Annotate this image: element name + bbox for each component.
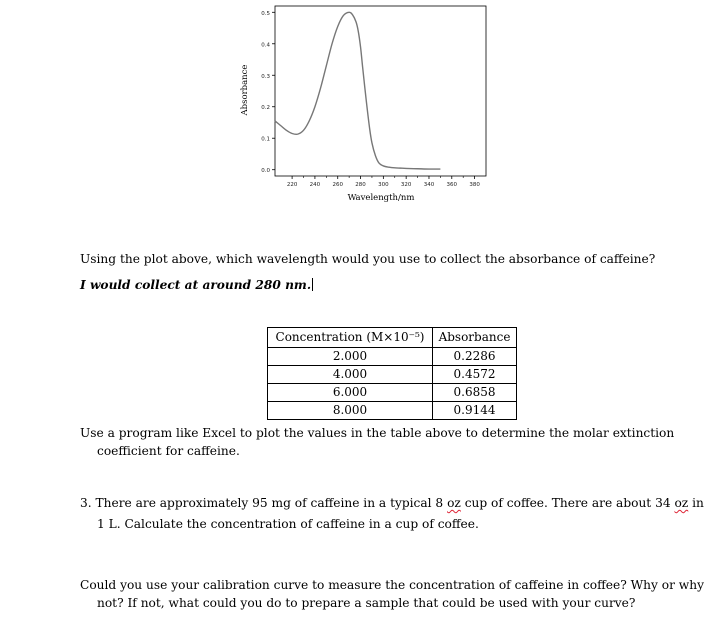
absorbance-curve (275, 12, 440, 169)
x-tick-label: 380 (469, 182, 480, 188)
cell-concentration: 6.000 (268, 384, 433, 402)
header-concentration: Concentration (M×10⁻⁵) (268, 328, 433, 348)
excel-instruction (80, 424, 680, 460)
y-tick-label: 0.4 (261, 42, 270, 49)
table-row (268, 402, 517, 420)
question-wavelength: Using the plot above, which wavelength would you use to collect the absorbance of caffeine? (80, 252, 656, 266)
x-tick-label: 240 (309, 182, 321, 188)
x-tick-label: 320 (400, 182, 412, 188)
cell-absorbance: 0.4572 (433, 366, 517, 384)
text-cursor (312, 278, 313, 291)
table-header-row (268, 328, 517, 348)
table-row (268, 348, 517, 366)
header-absorbance: Absorbance (433, 328, 517, 348)
y-axis-label: Absorbance (240, 64, 250, 116)
cell-absorbance: 0.9144 (433, 402, 517, 420)
y-tick-label: 0.3 (261, 73, 270, 80)
question-3-line2: 1 L. Calculate the concentration of caffeine in a cup of coffee. (97, 517, 479, 531)
question-3-line1 (80, 494, 704, 512)
cell-concentration: 8.000 (268, 402, 433, 420)
x-tick-label: 280 (355, 182, 366, 188)
absorbance-spectrum-chart (230, 0, 500, 210)
excel-instruction-line2: coefficient for caffeine. (97, 444, 240, 458)
calibration-question-line1: Could you use your calibration curve to measure the concentration of caffeine in coffee? Why or why (80, 578, 704, 592)
answer-wavelength[interactable] (80, 276, 313, 294)
cell-concentration: 2.000 (268, 348, 433, 366)
spellcheck-word: oz (674, 496, 689, 510)
x-tick-label: 300 (378, 182, 389, 188)
excel-instruction-line1: Use a program like Excel to plot the values in the table above to determine the molar extinction (80, 426, 675, 440)
calibration-question (80, 576, 704, 612)
x-tick-label: 340 (423, 182, 435, 188)
table-row (268, 366, 517, 384)
calibration-question-line2: not? If not, what could you do to prepare a sample that could be used with your curve? (97, 596, 636, 610)
concentration-table (267, 327, 517, 420)
cell-absorbance: 0.6858 (433, 384, 517, 402)
y-axis-ticks (261, 11, 275, 174)
answer-text: I would collect at around 280 nm. (80, 278, 312, 292)
spellcheck-word: oz (447, 496, 461, 510)
y-tick-label: 0.2 (261, 105, 270, 112)
x-tick-label: 360 (446, 182, 458, 188)
y-tick-label: 0.5 (261, 10, 270, 17)
q3-text-a: 3. There are approximately 95 mg of caffeine in a typical 8 (80, 496, 448, 510)
x-axis-label: Wavelength/nm (347, 193, 415, 203)
x-axis-ticks (287, 176, 480, 188)
y-tick-label: 0.1 (261, 136, 270, 143)
cell-concentration: 4.000 (268, 366, 433, 384)
x-tick-label: 220 (286, 182, 298, 188)
x-tick-label: 260 (332, 182, 343, 188)
cell-absorbance: 0.2286 (433, 348, 517, 366)
question-3 (80, 494, 704, 533)
q3-text-c: in (688, 496, 704, 510)
q3-text-b: cup of coffee. There are about 34 (460, 496, 675, 510)
chart-axes (275, 6, 486, 176)
table-row (268, 384, 517, 402)
y-tick-label: 0.0 (261, 168, 270, 175)
plot-frame (275, 6, 486, 176)
